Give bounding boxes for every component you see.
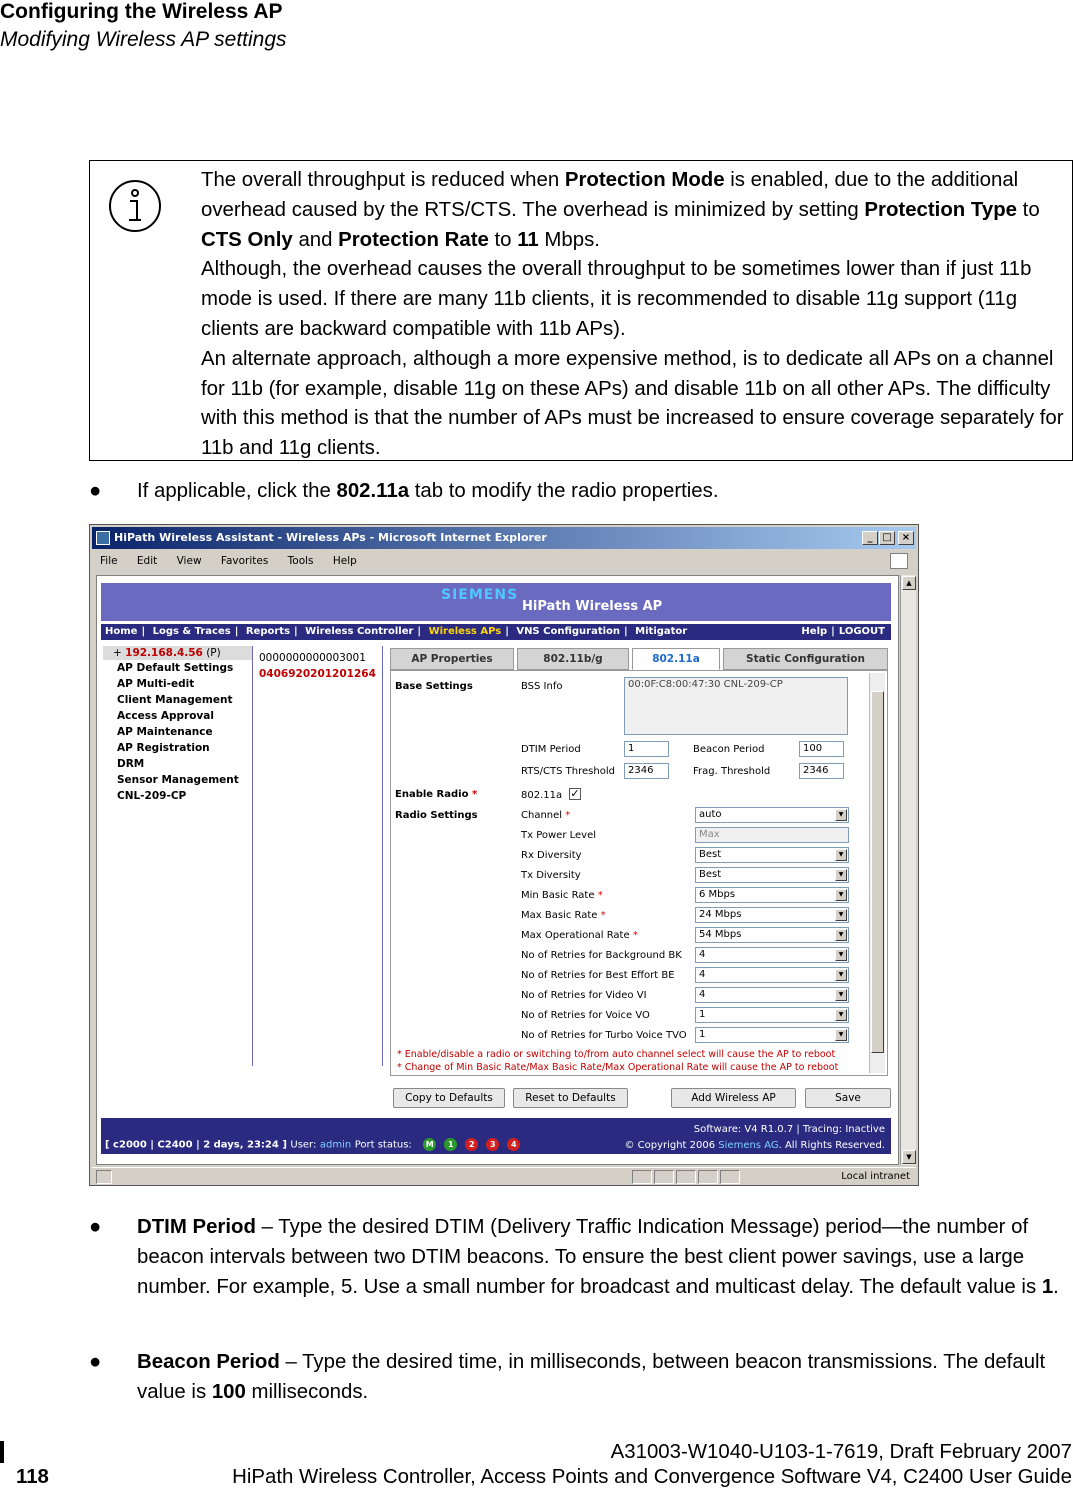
required-marker: * xyxy=(565,810,571,821)
doc-title: HiPath Wireless Controller, Access Points and Convergence Software V4, C2400 User Guide xyxy=(232,1466,1072,1488)
radio-setting-value: Best xyxy=(699,869,722,880)
port-1-icon: 1 xyxy=(444,1138,457,1151)
product-title: HiPath Wireless AP xyxy=(522,599,663,614)
nav-separator: | xyxy=(505,626,509,637)
browser-menubar xyxy=(92,551,916,571)
note-text-run: to xyxy=(488,228,518,251)
minimize-button[interactable]: _ xyxy=(862,531,878,545)
sidebar-item-client-management[interactable]: Client Management xyxy=(117,694,233,706)
bullet-text xyxy=(137,1348,1073,1408)
frag-threshold-label: Frag. Threshold xyxy=(693,766,771,777)
nav-separator: | xyxy=(624,626,628,637)
radio-setting-label xyxy=(521,990,647,1001)
radio-setting-select[interactable] xyxy=(695,1007,849,1023)
bullet-text-run: tab to modify the radio properties. xyxy=(409,480,719,502)
port-2-icon: 2 xyxy=(465,1138,478,1151)
security-zone: Local intranet xyxy=(841,1171,910,1182)
bss-info-field: 00:0F:C8:00:47:30 CNL-209-CP xyxy=(624,677,848,735)
radio-setting-select[interactable] xyxy=(695,867,849,883)
dtim-period-input[interactable]: 1 xyxy=(624,741,669,757)
tab-static-configuration[interactable]: Static Configuration xyxy=(723,648,888,670)
note-paragraph xyxy=(201,166,1067,255)
note-text-run: The overall throughput is reduced when xyxy=(201,169,565,191)
panel-scroll-thumb[interactable] xyxy=(871,691,884,1053)
rts-cts-threshold-input[interactable]: 2346 xyxy=(624,763,669,779)
radio-setting-label-text: Min Basic Rate xyxy=(521,890,595,901)
status-left xyxy=(105,1138,520,1151)
ap-serial-selected[interactable]: 0406920201201264 xyxy=(259,668,376,680)
tab-80211a[interactable]: 802.11a xyxy=(632,648,720,670)
radio-setting-value: Best xyxy=(699,849,722,860)
page-viewport xyxy=(96,575,899,1165)
radio-setting-label xyxy=(521,970,675,981)
browser-scrollbar[interactable] xyxy=(900,575,916,1165)
radio-setting-label xyxy=(521,810,570,821)
chevron-down-icon[interactable]: ▼ xyxy=(835,889,847,901)
chevron-down-icon[interactable]: ▼ xyxy=(835,909,847,921)
copyright-text: © Copyright 2006 xyxy=(624,1140,719,1151)
margin-bar xyxy=(0,1441,4,1463)
nav-wireless-aps[interactable]: Wireless APs xyxy=(428,626,502,637)
section-title: Modifying Wireless AP settings xyxy=(0,28,287,51)
chevron-down-icon[interactable]: ▼ xyxy=(835,929,847,941)
status-pane xyxy=(654,1170,674,1184)
tab-ap-properties[interactable]: AP Properties xyxy=(390,648,514,670)
user-label: User: xyxy=(290,1139,317,1151)
required-marker: * xyxy=(632,930,638,941)
beacon-period-label: Beacon Period xyxy=(693,744,765,755)
sidebar-item-drm[interactable]: DRM xyxy=(117,758,145,770)
nav-logout[interactable]: LOGOUT xyxy=(838,626,885,637)
radio-setting-select[interactable] xyxy=(695,807,849,823)
ap-serial[interactable]: 0000000000003001 xyxy=(259,652,366,664)
menu-view[interactable]: View xyxy=(176,555,202,567)
note-paragraph: Although, the overhead causes the overall throughput to be sometimes lower than if just 11b mode is used. If there are many 11b clients, it is recommended to disable 11g support (11g clients are backward compatible with 11b APs). xyxy=(201,258,1032,340)
radio-setting-value: 6 Mbps xyxy=(699,889,736,900)
radio-setting-label-text: Channel xyxy=(521,810,563,821)
base-settings-heading: Base Settings xyxy=(395,681,473,692)
default-value: 1 xyxy=(1041,1275,1054,1298)
port-m-icon: M xyxy=(423,1138,436,1151)
ap-serial-list xyxy=(259,650,376,682)
radio-setting-value: 1 xyxy=(699,1029,706,1040)
chevron-down-icon[interactable]: ▼ xyxy=(835,869,847,881)
window-titlebar xyxy=(92,527,916,549)
note-text-run: and xyxy=(292,228,339,251)
radio-setting-label xyxy=(521,950,682,961)
note-text-run: Mbps. xyxy=(538,228,600,251)
note-paragraph: An alternate approach, although a more expensive method, is to dedicate all APs on a channel for 11b (for example, disable 11g on these APs) and disable 11b on all other APs. The difficulty with this method is that the number of APs must be increased to ensure coverage separately for 11b and 11g clients. xyxy=(201,347,1064,460)
status-pane xyxy=(676,1170,696,1184)
user-name: admin xyxy=(319,1139,352,1151)
bullet-text-run: – Type the desired time, in milliseconds, between beacon transmissions. The default value is xyxy=(137,1351,1046,1403)
maximize-button[interactable]: □ xyxy=(879,531,895,545)
radio-setting-select[interactable] xyxy=(695,947,849,963)
chevron-down-icon[interactable]: ▼ xyxy=(835,1009,847,1021)
sidebar-item-ap-maintenance[interactable]: AP Maintenance xyxy=(117,726,213,738)
ap-tabs xyxy=(390,648,890,670)
radio-setting-select xyxy=(695,827,849,843)
nav-separator: | xyxy=(234,626,239,637)
radio-setting-value: 4 xyxy=(699,989,706,1000)
note-text-run: to xyxy=(1017,198,1040,221)
radio-setting-label-text: Rx Diversity xyxy=(521,850,582,861)
radio-setting-label-text: Max Operational Rate xyxy=(521,930,630,941)
enable-radio-text: Enable Radio xyxy=(395,789,469,800)
sidebar-item-ap-registration[interactable]: AP Registration xyxy=(117,742,210,754)
note-box xyxy=(89,160,1073,461)
chevron-down-icon[interactable]: ▼ xyxy=(835,969,847,981)
required-marker: * xyxy=(471,789,478,800)
radio-setting-select[interactable] xyxy=(695,987,849,1003)
chevron-down-icon[interactable]: ▼ xyxy=(835,809,847,821)
copyright-text: . All Rights Reserved. xyxy=(778,1140,885,1151)
divider xyxy=(382,646,383,1066)
term-cts-only: CTS Only xyxy=(201,228,293,251)
rts-cts-threshold-label: RTS/CTS Threshold xyxy=(521,766,615,777)
radio-setting-select[interactable] xyxy=(695,907,849,923)
radio-setting-value: 54 Mbps xyxy=(699,929,742,940)
radio-setting-select[interactable] xyxy=(695,1027,849,1043)
chapter-title: Configuring the Wireless AP xyxy=(0,0,283,23)
nav-separator: | xyxy=(294,626,298,637)
note-text-run: is enabled, due to the additional overhead caused by the RTS/CTS. The overhead is minimized by setting xyxy=(201,169,1019,221)
sidebar-item-access-approval[interactable]: Access Approval xyxy=(117,710,214,722)
radio-setting-label-text: No of Retries for Best Effort BE xyxy=(521,970,675,981)
radio-setting-label xyxy=(521,890,603,901)
menu-tools[interactable]: Tools xyxy=(287,555,314,567)
radio-setting-select[interactable] xyxy=(695,847,849,863)
ap-tree-root[interactable] xyxy=(103,646,253,660)
bullet-text-run: – Type the desired DTIM (Delivery Traffic Indication Message) period—the number of beacon intervals between two DTIM beacons. To ensure the best client power savings, use a large number. For example, 5. Use a small number for broadcast and multicast delay. The default value is xyxy=(137,1216,1042,1298)
reboot-footnote: * Enable/disable a radio or switching to/from auto channel select will cause the AP to reboot xyxy=(397,1049,836,1060)
nav-help[interactable]: Help xyxy=(801,626,828,637)
status-pane xyxy=(632,1170,652,1184)
save-button[interactable]: Save xyxy=(805,1088,891,1108)
radio-settings-panel xyxy=(390,670,888,1076)
radio-setting-select[interactable] xyxy=(695,927,849,943)
reset-to-defaults-button[interactable]: Reset to Defaults xyxy=(513,1088,628,1108)
nav-logs-traces[interactable]: Logs & Traces xyxy=(152,626,231,637)
ap-tree xyxy=(103,646,253,804)
nav-mitigator[interactable]: Mitigator xyxy=(635,626,688,637)
main-nav xyxy=(101,624,891,640)
status-right xyxy=(624,1122,885,1154)
required-marker: * xyxy=(597,890,603,901)
page-number: 118 xyxy=(16,1466,49,1488)
port-status-label: Port status: xyxy=(354,1139,412,1151)
info-icon xyxy=(108,179,162,233)
radio-setting-label-text: No of Retries for Video VI xyxy=(521,990,647,1001)
nav-separator: | xyxy=(141,626,146,637)
browser-screenshot xyxy=(89,524,919,1186)
sidebar-item-cnl-209-cp[interactable]: CNL-209-CP xyxy=(117,790,187,802)
radio-setting-value: 24 Mbps xyxy=(699,909,742,920)
system-summary: [ c2000 | C2400 | 2 days, 23:24 ] xyxy=(105,1139,287,1151)
term-rate-value: 11 xyxy=(517,228,539,251)
frag-threshold-input[interactable]: 2346 xyxy=(799,763,844,779)
chevron-down-icon[interactable]: ▼ xyxy=(835,1029,847,1041)
divider xyxy=(252,646,253,1066)
page-status-icon xyxy=(96,1170,112,1184)
sidebar-item-ap-multi-edit[interactable]: AP Multi-edit xyxy=(117,678,195,690)
status-pane xyxy=(698,1170,718,1184)
scroll-down-icon[interactable]: ▼ xyxy=(902,1150,916,1164)
nav-separator: | xyxy=(417,626,422,637)
radio-setting-label-text: No of Retries for Turbo Voice TVO xyxy=(521,1030,687,1041)
radio-setting-select[interactable] xyxy=(695,967,849,983)
enable-radio-checkbox[interactable]: ✓ xyxy=(570,787,580,800)
term-protection-mode: Protection Mode xyxy=(564,169,725,191)
nav-right xyxy=(801,624,885,640)
siemens-link[interactable]: Siemens AG xyxy=(718,1140,779,1151)
radio-setting-value: Max xyxy=(699,829,720,840)
term-80211a: 802.11a xyxy=(336,480,410,502)
bullet-dot: ● xyxy=(89,480,102,502)
port-4-icon: 4 xyxy=(507,1138,520,1151)
lock-pane xyxy=(720,1170,740,1184)
nav-home[interactable]: Home xyxy=(105,626,138,637)
scroll-up-icon[interactable]: ▲ xyxy=(902,576,916,590)
radio-setting-select[interactable] xyxy=(695,887,849,903)
bullet-text xyxy=(137,477,1067,507)
sidebar-item-ap-default-settings[interactable]: AP Default Settings xyxy=(117,662,234,674)
window-title: HiPath Wireless Assistant - Wireless APs - Microsoft Internet Explorer xyxy=(114,531,547,544)
tab-80211bg[interactable]: 802.11b/g xyxy=(517,648,629,670)
radio-setting-label xyxy=(521,870,581,881)
term-dtim-period: DTIM Period xyxy=(137,1216,256,1238)
menu-help[interactable]: Help xyxy=(332,555,357,567)
copy-to-defaults-button[interactable]: Copy to Defaults xyxy=(393,1088,505,1108)
menu-edit[interactable]: Edit xyxy=(136,555,158,567)
required-marker: * xyxy=(600,910,606,921)
windows-logo-icon xyxy=(890,553,908,569)
nav-separator: | xyxy=(831,626,835,637)
radio-setting-label-text: No of Retries for Voice VO xyxy=(521,1010,650,1021)
ap-tree-root-suffix: (P) xyxy=(202,647,221,659)
radio-name-label: 802.11a xyxy=(521,790,563,801)
radio-setting-label xyxy=(521,910,606,921)
radio-setting-label xyxy=(521,850,582,861)
radio-setting-label-text: Tx Power Level xyxy=(521,830,597,841)
app-banner xyxy=(101,583,891,621)
nav-vns-configuration[interactable]: VNS Configuration xyxy=(516,626,621,637)
siemens-logo: SIEMENS xyxy=(441,587,519,603)
port-3-icon: 3 xyxy=(486,1138,499,1151)
expand-icon[interactable]: + xyxy=(113,647,126,659)
term-beacon-period: Beacon Period xyxy=(137,1351,280,1373)
radio-setting-value: 4 xyxy=(699,969,706,980)
doc-id: A31003-W1040-U103-1-7619, Draft February 2007 xyxy=(610,1441,1072,1463)
bullet-text-run: If applicable, click the xyxy=(137,480,337,502)
radio-setting-label xyxy=(521,930,638,941)
bullet-text-run: milliseconds. xyxy=(245,1380,369,1403)
radio-setting-label xyxy=(521,830,596,841)
chevron-down-icon[interactable]: ▼ xyxy=(835,849,847,861)
radio-setting-value: auto xyxy=(699,809,722,820)
bullet-dot: ● xyxy=(89,1351,102,1373)
radio-setting-label-text: Max Basic Rate xyxy=(521,910,598,921)
chevron-down-icon[interactable]: ▼ xyxy=(835,989,847,1001)
software-version: Software: V4 R1.0.7 | Tracing: Inactive xyxy=(693,1124,885,1135)
app-status-bar xyxy=(101,1118,891,1154)
nav-reports[interactable]: Reports xyxy=(245,626,291,637)
ie-window-icon xyxy=(96,531,110,545)
bss-info-label: BSS Info xyxy=(521,681,563,692)
bullet-text xyxy=(137,1213,1073,1302)
note-text xyxy=(201,166,1067,464)
radio-setting-label-text: No of Retries for Background BK xyxy=(521,950,682,961)
browser-status-bar xyxy=(92,1167,916,1185)
term-protection-type: Protection Type xyxy=(864,198,1017,221)
ap-tree-root-ip: 192.168.4.56 xyxy=(125,647,203,659)
radio-setting-label xyxy=(521,1030,687,1041)
panel-scrollbar[interactable] xyxy=(869,673,885,1073)
dtim-period-label: DTIM Period xyxy=(521,744,581,755)
copyright xyxy=(624,1138,885,1154)
term-protection-rate: Protection Rate xyxy=(338,228,489,251)
rate-footnote: * Change of Min Basic Rate/Max Basic Rate/Max Operational Rate will cause the AP to reboot xyxy=(397,1062,839,1073)
bullet-text-run: . xyxy=(1053,1275,1059,1298)
add-wireless-ap-button[interactable]: Add Wireless AP xyxy=(671,1088,796,1108)
radio-setting-value: 4 xyxy=(699,949,706,960)
close-button[interactable]: × xyxy=(898,531,914,545)
menu-favorites[interactable]: Favorites xyxy=(220,555,269,567)
enable-radio-label xyxy=(395,789,477,800)
default-value: 100 xyxy=(211,1380,246,1403)
bullet-dot: ● xyxy=(89,1216,102,1238)
radio-settings-heading: Radio Settings xyxy=(395,810,478,821)
nav-wireless-controller[interactable]: Wireless Controller xyxy=(305,626,414,637)
chevron-down-icon[interactable]: ▼ xyxy=(835,949,847,961)
sidebar-item-sensor-management[interactable]: Sensor Management xyxy=(117,774,239,786)
radio-setting-label-text: Tx Diversity xyxy=(521,870,581,881)
radio-setting-value: 1 xyxy=(699,1009,706,1020)
beacon-period-input[interactable]: 100 xyxy=(799,741,844,757)
radio-setting-label xyxy=(521,1010,650,1021)
menu-file[interactable]: File xyxy=(100,555,118,567)
